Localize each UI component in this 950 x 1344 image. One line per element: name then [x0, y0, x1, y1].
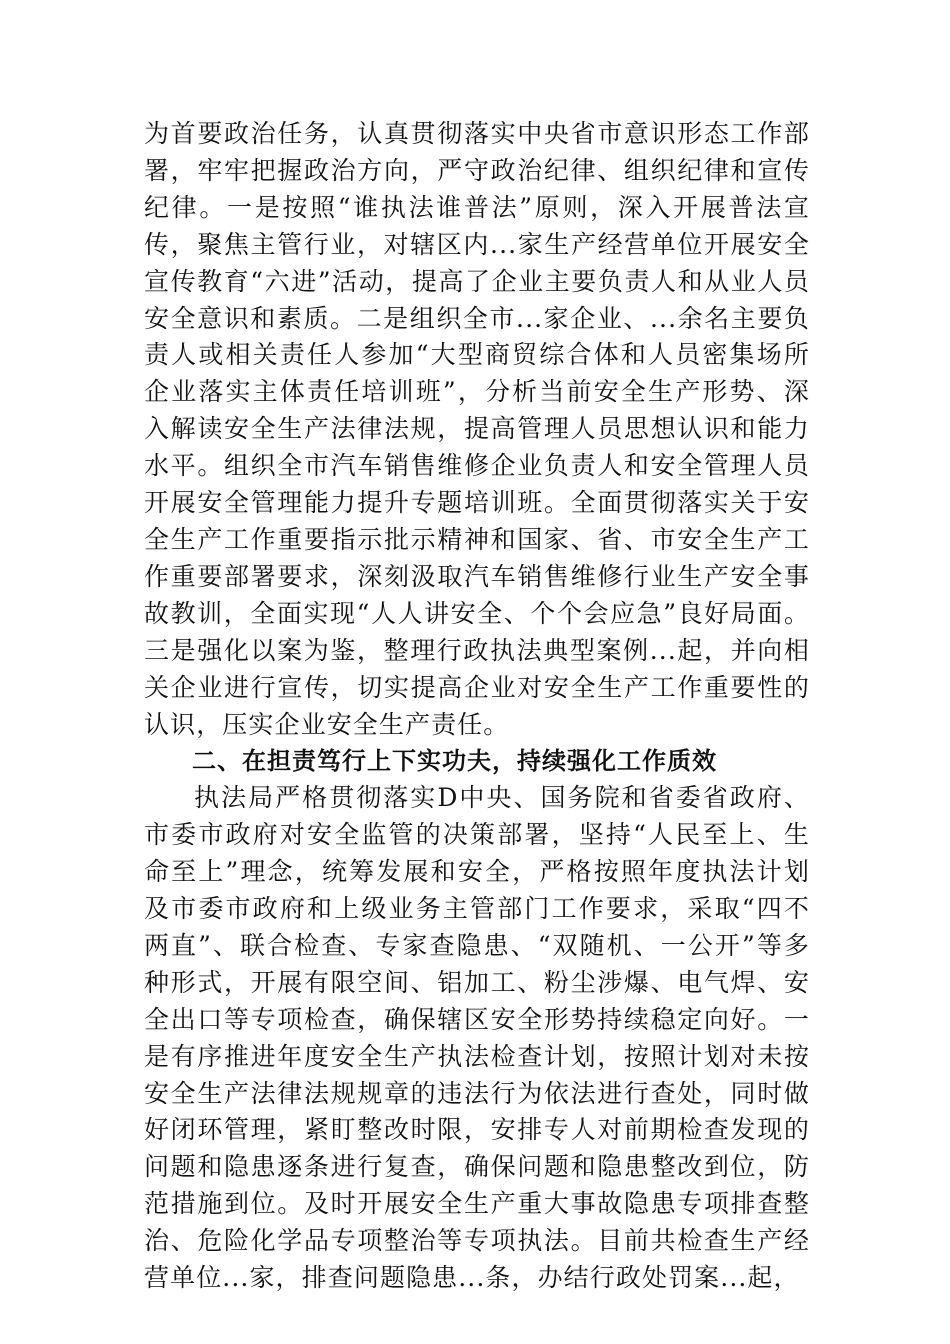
section-heading-2: 二、在担责笃行上下实功夫，持续强化工作质效	[192, 747, 717, 776]
document-page	[144, 116, 810, 1297]
body-paragraph-1: 为首要政治任务，认真贯彻落实中央省市意识形态工作部署，牢牢把握政治方向，严守政治纪律、组织纪律和宣传纪律。一是按照“谁执法谁普法”原则，深入开展普法宣传，聚焦主管行业，对辖区内...家生产经营单位开展安全宣传教育“六进”活动，提高了企业主要负责人和从业人员安全意识和素质。二是组织全市...家企业、...余名主要负责人或相关责任人参加“大型商贸综合体和人员密集场所企业落实主体责任培训班”，分析当前安全生产形势、深入解读安全生产法律法规，提高管理人员思想认识和能力水平。组织全市汽车销售维修企业负责人和安全管理人员开展安全管理能力提升专题培训班。全面贯彻落实关于安全生产工作重要指示批示精神和国家、省、市安全生产工作重要部署要求，深刻汲取汽车销售维修行业生产安全事故教训，全面实现“人人讲安全、个个会应急”良好局面。三是强化以案为鉴，整理行政执法典型案例...起，并向相关企业进行宣传，切实提高企业对安全生产工作重要性的认识，压实企业安全生产责任。	[144, 119, 810, 739]
body-paragraph-2: 执法局严格贯彻落实D中央、国务院和省委省政府、市委市政府对安全监管的决策部署，坚持“人民至上、生命至上”理念，统筹发展和安全，严格按照年度执法计划及市委市政府和上级业务主管部门工作要求，采取“四不两直”、联合检查、专家查隐患、“双随机、一公开”等多种形式，开展有限空间、铝加工、粉尘涉爆、电气焊、安全出口等专项检查，确保辖区安全形势持续稳定向好。一是有序推进年度安全生产执法检查计划，按照计划对未按安全生产法律法规规章的违法行为依法进行查处，同时做好闭环管理，紧盯整改时限，安排专人对前期检查发现的问题和隐患逐条进行复查，确保问题和隐患整改到位，防范措施到位。及时开展安全生产重大事故隐患专项排查整治、危险化学品专项整治等专项执法。目前共检查生产经营单位...家，排查问题隐患...条，办结行政处罚案...起，	[144, 783, 810, 1293]
